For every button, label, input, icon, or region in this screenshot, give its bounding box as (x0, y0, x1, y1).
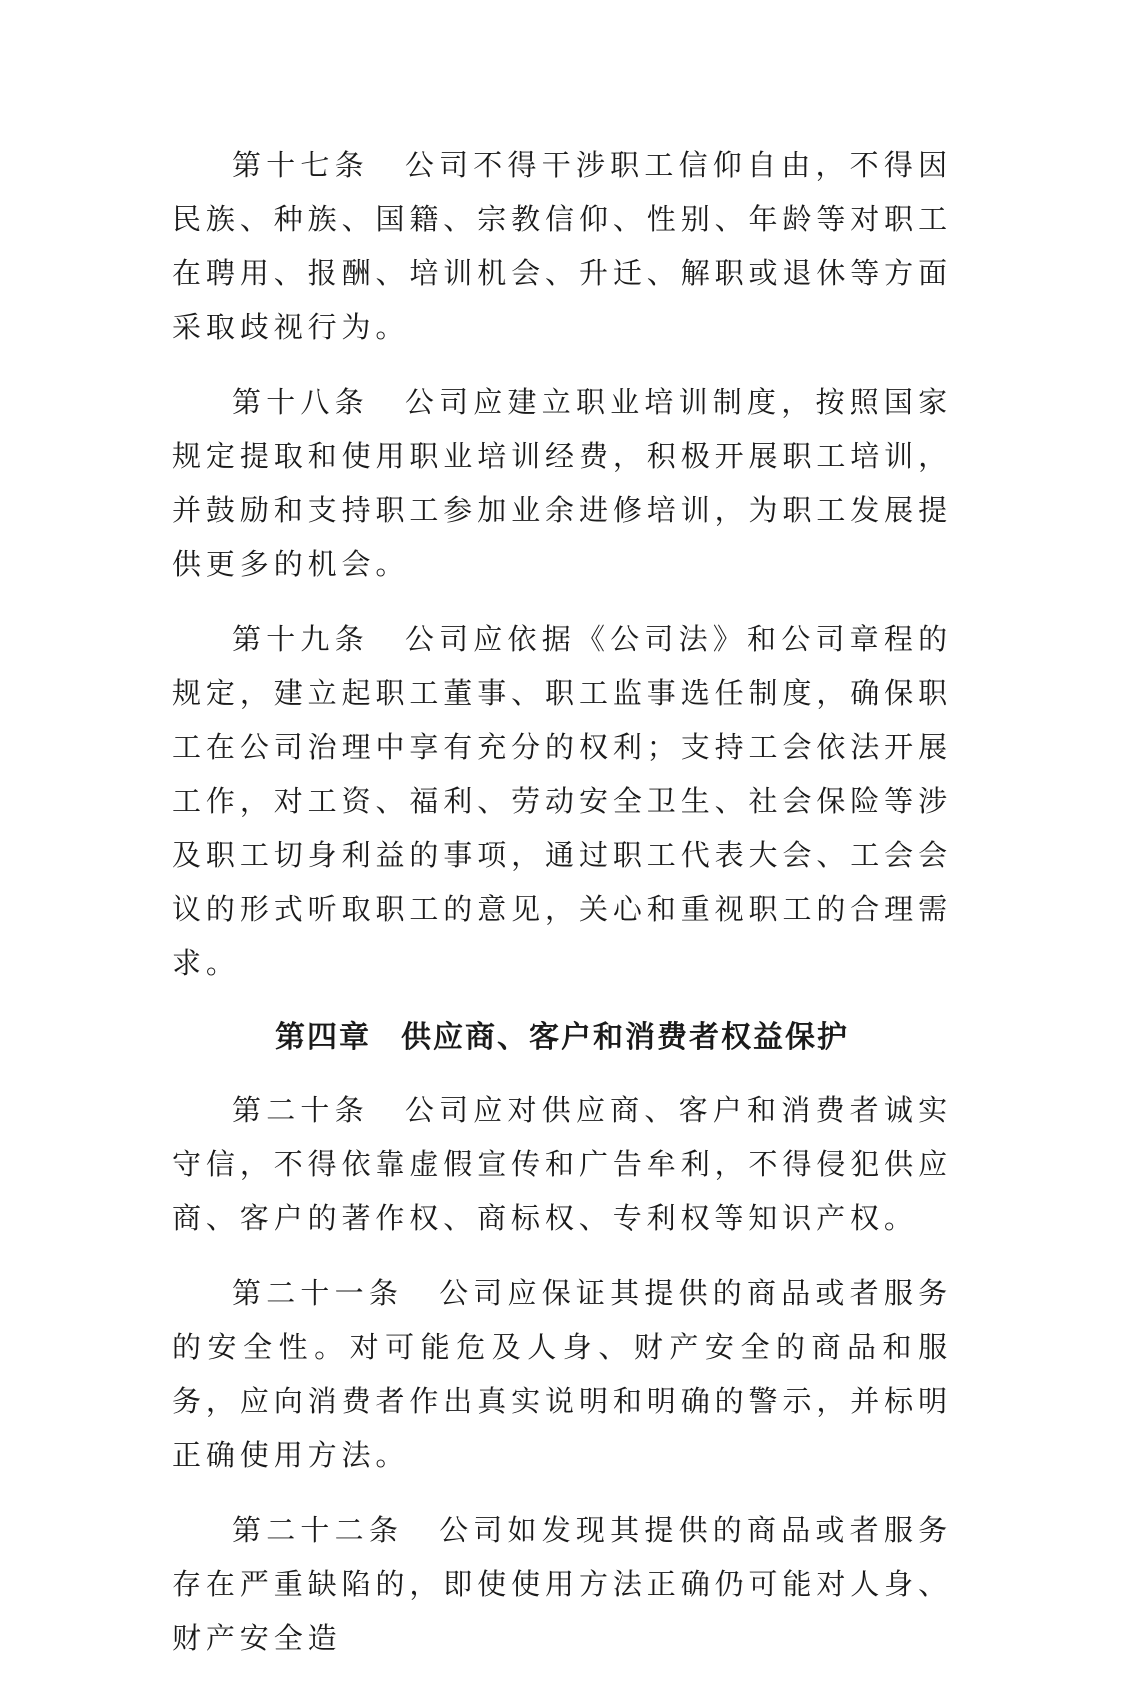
article-17 (172, 138, 952, 354)
article-text: 公司如发现其提供的商品或者服务存在严重缺陷的，即使使用方法正确仍可能对人身、财产安全造 (172, 1513, 952, 1655)
article-number: 第十九条 (232, 622, 369, 656)
document-page (172, 138, 952, 1686)
article-text: 公司应对供应商、客户和消费者诚实守信，不得依靠虚假宣传和广告牟利，不得侵犯供应商、客户的著作权、商标权、专利权等知识产权。 (172, 1093, 953, 1235)
article-19 (172, 612, 952, 990)
chapter-heading (172, 1011, 952, 1065)
article-text: 公司应建立职业培训制度，按照国家规定提取和使用职业培训经费，积极开展职工培训，并鼓励和支持职工参加业余进修培训，为职工发展提供更多的机会。 (172, 385, 953, 581)
article-22 (172, 1503, 952, 1665)
article-21 (172, 1266, 952, 1482)
chapter-title: 供应商、客户和消费者权益保护 (401, 1020, 849, 1055)
article-text: 公司应依据《公司法》和公司章程的规定，建立起职工董事、职工监事选任制度，确保职工在公司治理中享有充分的权利；支持工会依法开展工作，对工资、福利、劳动安全卫生、社会保险等涉及职工切身利益的事项，通过职工代表大会、工会会议的形式听取职工的意见，关心和重视职工的合理需求。 (172, 622, 953, 980)
article-18 (172, 375, 952, 591)
article-number: 第二十二条 (232, 1513, 404, 1547)
article-number: 第十七条 (232, 148, 369, 182)
article-20 (172, 1083, 952, 1245)
article-number: 第十八条 (232, 385, 369, 419)
article-text: 公司不得干涉职工信仰自由，不得因民族、种族、国籍、宗教信仰、性别、年龄等对职工在聘用、报酬、培训机会、升迁、解职或退休等方面采取歧视行为。 (172, 148, 953, 344)
article-number: 第二十一条 (232, 1276, 404, 1310)
chapter-number: 第四章 (275, 1020, 371, 1055)
article-text: 公司应保证其提供的商品或者服务的安全性。对可能危及人身、财产安全的商品和服务，应向消费者作出真实说明和明确的警示，并标明正确使用方法。 (172, 1276, 952, 1472)
article-number: 第二十条 (232, 1093, 369, 1127)
